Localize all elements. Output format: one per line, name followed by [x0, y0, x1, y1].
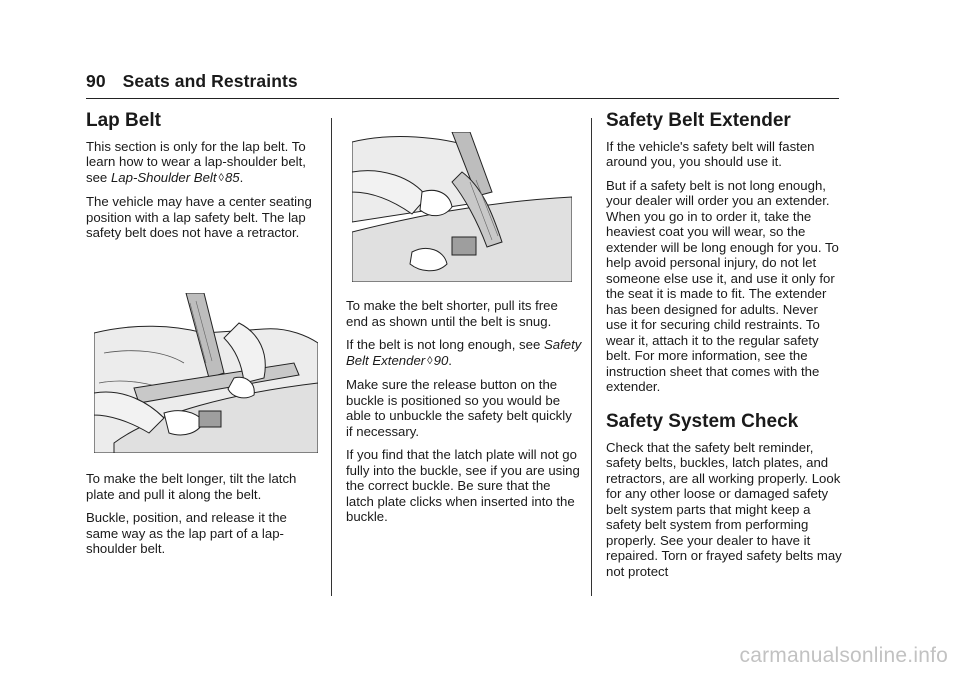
page-reference-icon: ◊	[427, 354, 433, 367]
column-middle	[346, 298, 582, 533]
extender-use: If the vehicle's safety belt will fasten around you, you should use it.	[606, 138, 815, 170]
release-button-note: Make sure the release button on the buckle is positioned so you would be able to unbuckle the safety belt quickly if necessary.	[346, 377, 572, 439]
lap-shoulder-belt-page[interactable]: 85	[224, 169, 240, 185]
latch-plate-note: If you find that the latch plate will not go fully into the buckle, see if you are using the correct buckle. Be sure that the latch plate clicks when inserted into the buckle.	[346, 447, 580, 524]
lap-belt-lengthen-illustration	[94, 293, 318, 453]
lap-belt-shorten: To make the belt shorter, pull its free end as shown until the belt is snug.	[346, 298, 558, 329]
lap-belt-intro-text: This section is only for the lap belt. To learn how to wear a lap-shoulder belt, see	[86, 138, 306, 185]
lap-belt-lengthen: To make the belt longer, tilt the latch plate and pull it along the belt.	[86, 471, 297, 502]
lap-belt-illustration-svg	[94, 293, 318, 453]
lap-shoulder-belt-link[interactable]: Lap-Shoulder Belt	[110, 169, 217, 185]
safety-belt-extender-heading: Safety Belt Extender	[606, 110, 791, 131]
extender-reference-text: If the belt is not long enough, see	[346, 337, 544, 352]
safety-belt-extender-link[interactable]: Safety Belt Extender	[346, 337, 582, 368]
extender-details: But if a safety belt is not long enough, your dealer will order you an extender. When you go in to order it, take the heaviest coat you will wear, so the extender will be long enough for you. To help avoid personal injury, do not let someone else use it, and use it only for the seat it is made to fit. The extender has been designed for adults. Never use it for securing child restraints. To wear it, attach it to the regular safety belt. For more information, see the instruction sheet that comes with the extender.	[606, 177, 839, 395]
lap-belt-shorten-svg	[352, 132, 572, 282]
page-reference-icon: ◊	[218, 171, 224, 184]
safety-belt-extender-page[interactable]: 90	[433, 352, 449, 368]
page-header	[86, 71, 298, 92]
column-left	[86, 110, 322, 249]
column-left-lower	[86, 471, 322, 565]
header-rule	[86, 98, 839, 99]
extender-reference: If the belt is not long enough, see Safety Belt Extender ◊90.	[346, 337, 582, 368]
watermark: carmanualsonline.info	[739, 644, 948, 667]
lap-belt-intro: This section is only for the lap belt. To learn how to wear a lap-shoulder belt, see Lap-Shoulder Belt ◊85.	[86, 138, 306, 185]
safety-system-check-heading: Safety System Check	[606, 410, 799, 432]
section-title: Seats and Restraints	[122, 71, 298, 91]
column-right	[606, 110, 842, 587]
page-number: 90	[86, 71, 106, 91]
lap-belt-buckle: Buckle, position, and release it the same way as the lap part of a lap-shoulder belt.	[86, 510, 287, 556]
lap-belt-shorten-illustration	[352, 132, 572, 282]
lap-belt-heading: Lap Belt	[86, 110, 161, 131]
column-divider-right	[591, 118, 592, 596]
column-divider-left	[331, 118, 332, 596]
lap-belt-center-seat: The vehicle may have a center seating position with a lap safety belt. The lap safety belt does not have a retractor.	[86, 194, 312, 241]
system-check-body: Check that the safety belt reminder, safety belts, buckles, latch plates, and retractors, are all working properly. Look for any other loose or damaged safety belt system parts that might keep a safety belt system from performing properly. See your dealer to have it repaired. Torn or frayed safety belts may not protect	[606, 439, 842, 579]
